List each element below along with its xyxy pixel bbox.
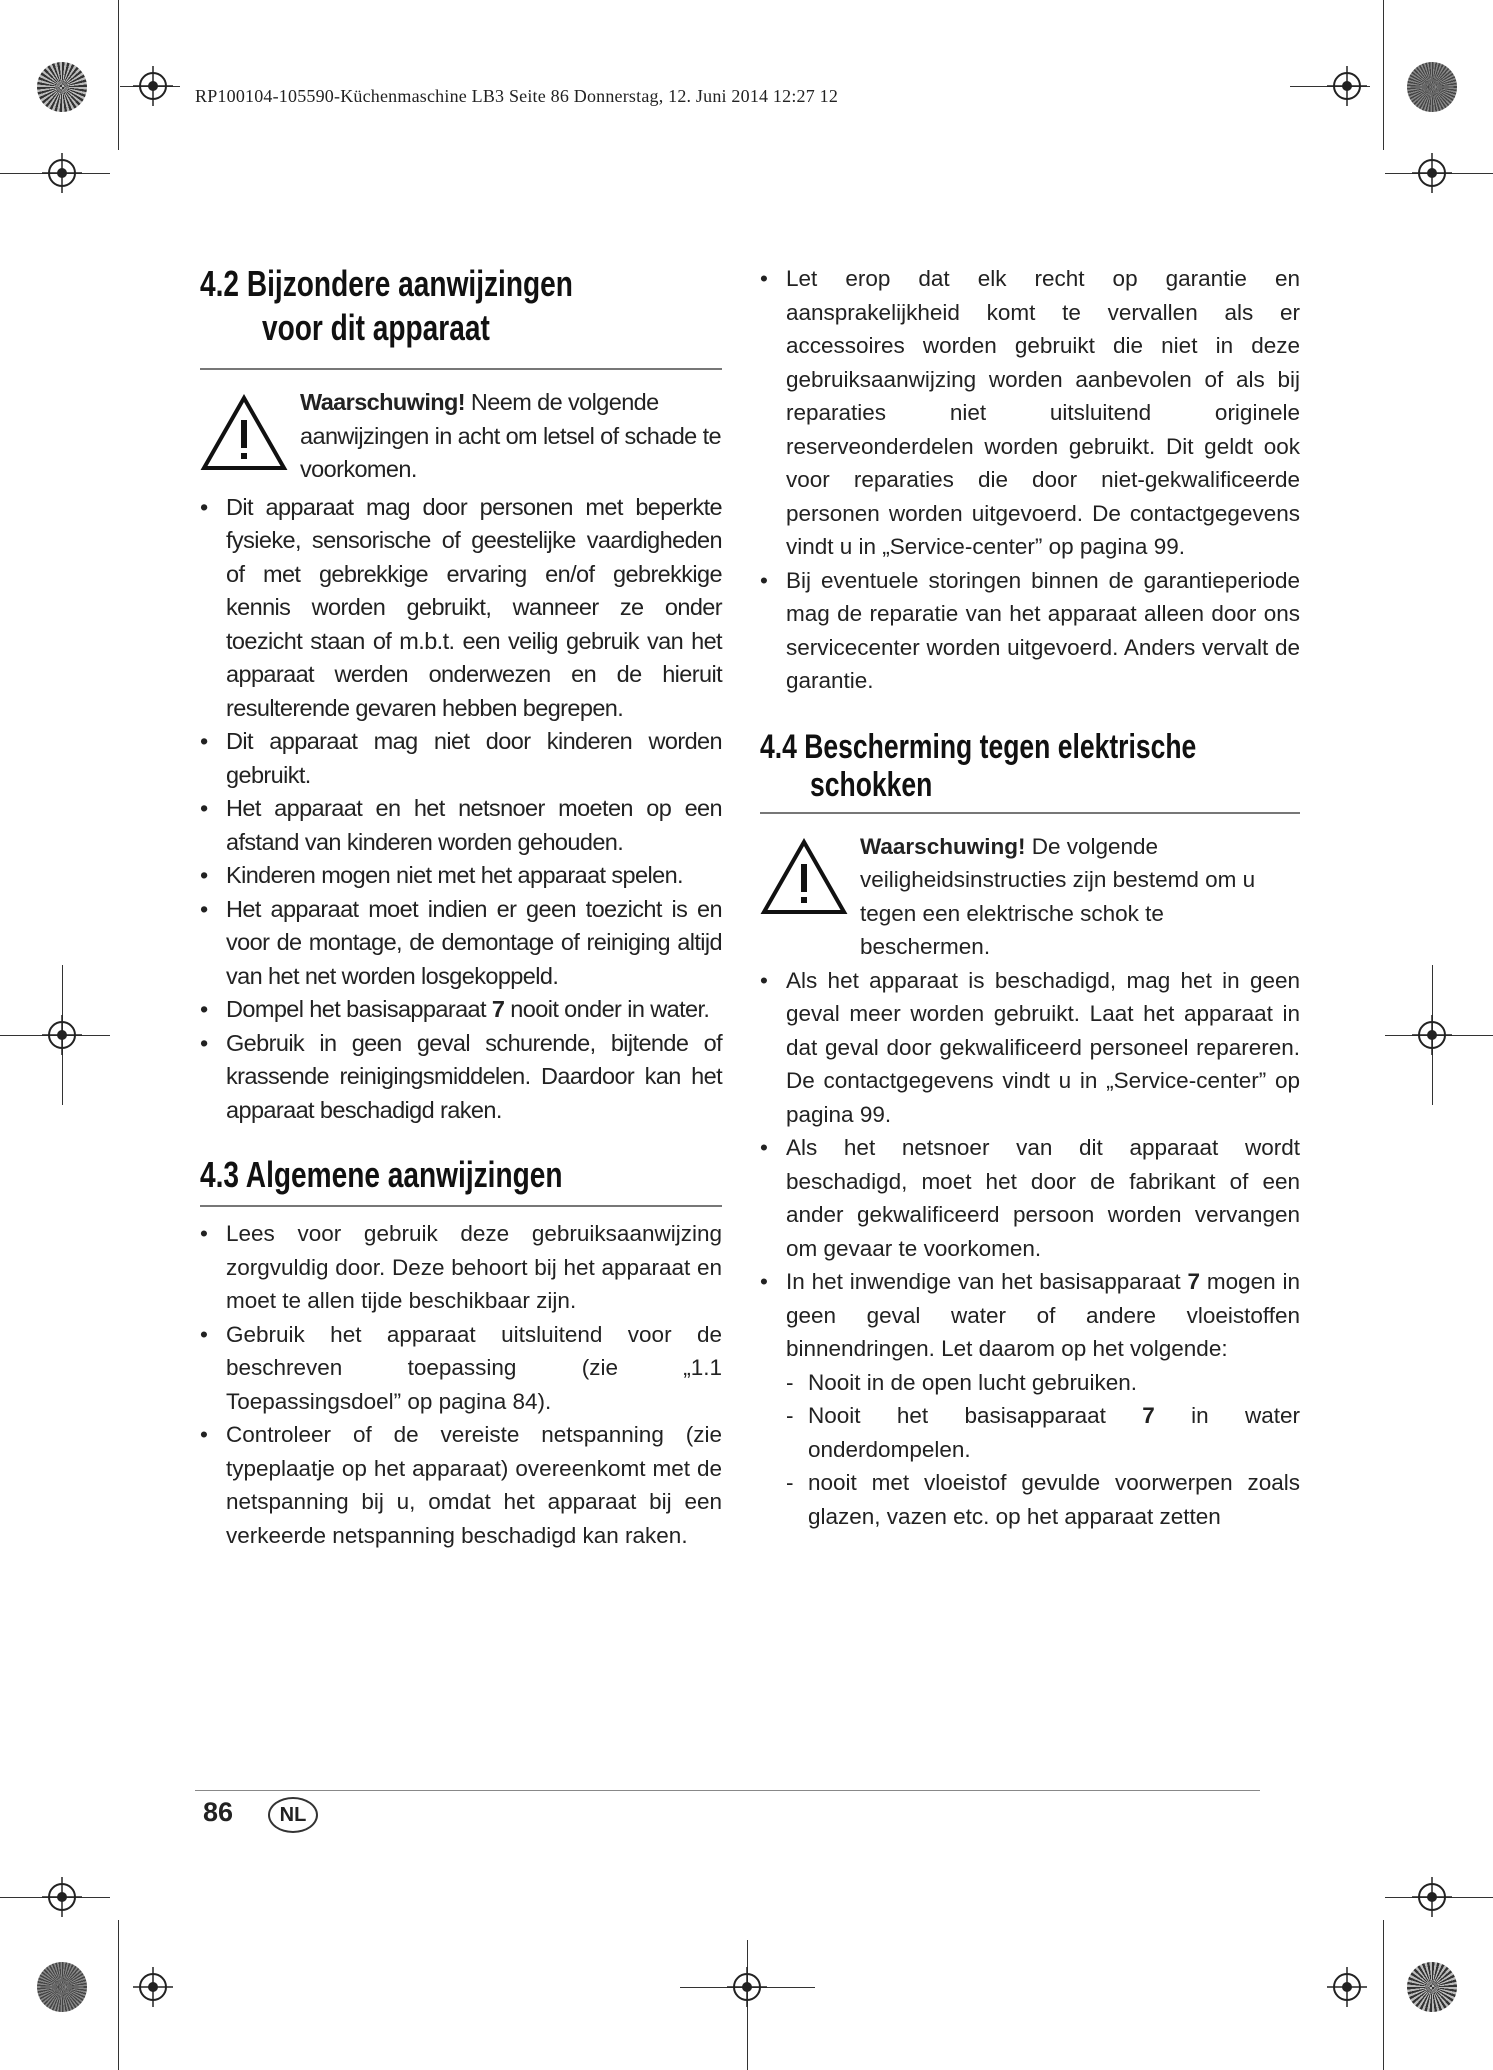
dash-item <box>786 1399 1300 1466</box>
list-item: • Het apparaat en het netsnoer moeten op een afstand van kinderen worden gehouden. <box>200 792 722 859</box>
crop-line <box>118 1920 119 2070</box>
registration-mark-icon <box>727 1967 767 2007</box>
left-column <box>200 262 722 1552</box>
bullet-list <box>760 964 1300 1534</box>
item-text: mogen in geen geval water of andere vloeistoffen binnendringen. Let daarom op het volgende: <box>786 1269 1300 1361</box>
warning-text <box>300 386 722 487</box>
crop-line <box>1383 1920 1384 2070</box>
item-text: Dompel het basisapparaat <box>226 996 492 1022</box>
bullet-list <box>200 1217 722 1552</box>
right-column <box>760 262 1300 1533</box>
section-rule <box>760 812 1300 814</box>
list-item: • Gebruik in geen geval schurende, bijtende of krassende reinigingsmiddelen. Daardoor kan het apparaat beschadigd raken. <box>200 1027 722 1128</box>
warning-body: Neem de volgende aanwijzingen in acht om letsel of schade te voorkomen. <box>300 389 721 482</box>
dash-item: - nooit met vloeistof gevulde voorwerpen zoals glazen, vazen etc. op het apparaat zetten <box>786 1466 1300 1533</box>
list-item: • Bij eventuele storingen binnen de garantieperiode mag de reparatie van het apparaat alleen door ons servicecenter worden uitgevoerd. Anders vervalt de garantie. <box>760 564 1300 698</box>
warning-body: De volgende veiligheidsinstructies zijn bestemd om u tegen een elektrische schok te beschermen. <box>860 833 1256 959</box>
list-item: • Dit apparaat mag door personen met beperkte fysieke, sensorische of geestelijke vaardigheden of met gebrekkige ervaring en/of gebrekkige kennis worden gebruikt, wanneer ze onder toezicht staan of m.b.t. een veilig gebruik van het apparaat werden onderwezen en de hieruit resulterende gevaren hebben begrepen. <box>200 491 722 726</box>
section-4-3-title: 4.3 Algemene aanwijzingen <box>200 1154 563 1195</box>
part-number: 7 <box>1142 1403 1155 1428</box>
list-item: • Lees voor gebruik deze gebruiksaanwijzing zorgvuldig door. Deze behoort bij het apparaat en moet te allen tijde beschikbaar zijn. <box>200 1217 722 1318</box>
item-text: In het inwendige van het basisapparaat <box>786 1269 1188 1294</box>
item-text: in water onderdompelen. <box>808 1403 1300 1462</box>
list-item: • Als het apparaat is beschadigd, mag het in geen geval meer worden gebruikt. Laat het apparaat in dat geval door gekwalificeerd personeel repareren. De contactgegevens vindt u in „Service-center” op pagina 99. <box>760 964 1300 1132</box>
registration-mark-icon <box>133 1967 173 2007</box>
color-target-icon <box>37 1962 87 2012</box>
print-header: RP100104-105590-Küchenmaschine LB3 Seite 86 Donnerstag, 12. Juni 2014 12:27 12 <box>195 86 839 106</box>
warning-label: Waarschuwing! <box>860 833 1026 859</box>
registration-mark-icon <box>42 1877 82 1917</box>
color-target-icon <box>37 62 87 112</box>
registration-mark-icon <box>1412 1015 1452 1055</box>
crop-line <box>118 0 119 150</box>
section-title-line2: voor dit apparaat <box>262 307 490 348</box>
registration-mark-icon <box>42 1015 82 1055</box>
list-item <box>200 993 722 1027</box>
section-title: 4.2 Bijzondere aanwijzingen <box>200 263 573 304</box>
section-rule <box>200 1205 722 1207</box>
bullet-list <box>760 262 1300 698</box>
footer-rule <box>195 1790 1260 1791</box>
section-title: 4.4 Bescherming tegen elektrische <box>760 727 1197 766</box>
bullet-list <box>200 491 722 1128</box>
warning-block <box>200 386 722 487</box>
item-text: nooit onder in water. <box>504 996 710 1022</box>
section-rule <box>200 368 722 370</box>
list-item: • Gebruik het apparaat uitsluitend voor de beschreven toepassing (zie „1.1 Toepassingsdoel” op pagina 84). <box>200 1318 722 1419</box>
warning-triangle-icon <box>760 838 848 916</box>
warning-label: Waarschuwing! <box>300 389 465 415</box>
dash-list <box>786 1366 1300 1534</box>
list-item: • Let erop dat elk recht op garantie en aansprakelijkheid komt te vervallen als er accessoires worden gebruikt die niet in deze gebruiksaanwijzing worden aanbevolen of als bij reparaties niet uitsluitend originele reserveonderdelen worden gebruikt. Dit geldt ook voor reparaties die door niet-gekwalificeerde personen worden uitgevoerd. De contactgegevens vindt u in „Service-center” op pagina 99. <box>760 262 1300 564</box>
list-item: • Dit apparaat mag niet door kinderen worden gebruikt. <box>200 725 722 792</box>
list-item: • Als het netsnoer van dit apparaat wordt beschadigd, moet het door de fabrikant of een ander gekwalificeerd persoon worden vervangen om gevaar te voorkomen. <box>760 1131 1300 1265</box>
item-text: Nooit het basisapparaat <box>808 1403 1143 1428</box>
list-item <box>760 1265 1300 1533</box>
section-4-2-heading <box>200 262 722 350</box>
color-target-icon <box>1407 1962 1457 2012</box>
part-number: 7 <box>1187 1269 1200 1294</box>
crop-line <box>1383 0 1384 150</box>
color-target-icon <box>1407 62 1457 112</box>
registration-mark-icon <box>1412 153 1452 193</box>
warning-text <box>860 830 1300 964</box>
list-item: • Kinderen mogen niet met het apparaat spelen. <box>200 859 722 893</box>
page-number: 86 <box>203 1797 234 1827</box>
section-4-4-heading <box>760 728 1300 804</box>
warning-triangle-icon <box>200 394 288 472</box>
dash-item: - Nooit in de open lucht gebruiken. <box>786 1366 1300 1400</box>
registration-mark-icon <box>1327 1967 1367 2007</box>
part-number: 7 <box>491 996 505 1022</box>
registration-mark-icon <box>133 66 173 106</box>
list-item: • Controleer of de vereiste netspanning (zie typeplaatje op het apparaat) overeenkomt met de netspanning bij u, omdat het apparaat bij een verkeerde netspanning beschadigd kan raken. <box>200 1418 722 1552</box>
list-item: • Het apparaat moet indien er geen toezicht is en voor de montage, de demontage of reiniging altijd van het net worden losgekoppeld. <box>200 893 722 994</box>
section-title-line2: schokken <box>810 765 933 804</box>
registration-mark-icon <box>1327 66 1367 106</box>
warning-block <box>760 830 1300 964</box>
language-badge: NL <box>268 1797 318 1833</box>
registration-mark-icon <box>42 153 82 193</box>
registration-mark-icon <box>1412 1877 1452 1917</box>
